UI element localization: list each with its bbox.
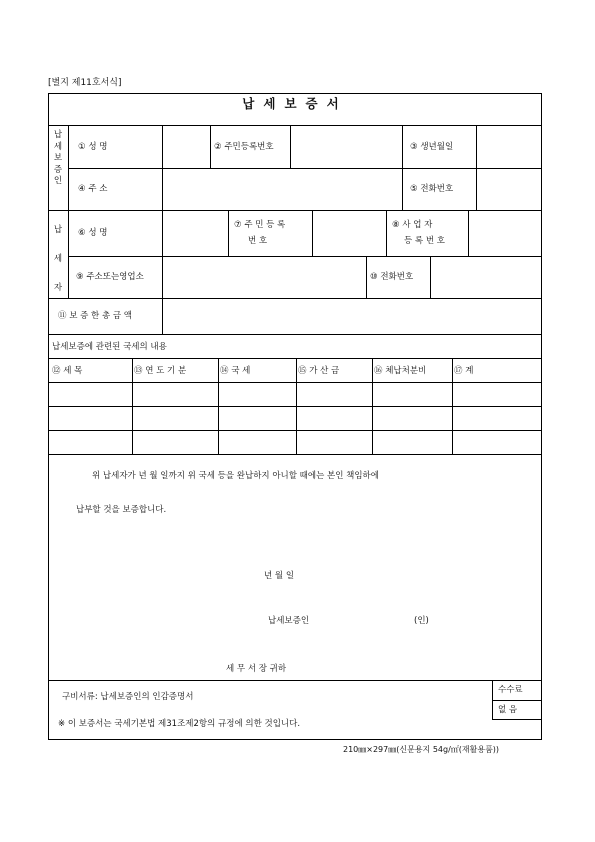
rule-taxpayer-bottom — [48, 298, 542, 299]
rule-g-name-col — [162, 125, 163, 210]
rule-g-birth-value — [476, 125, 477, 210]
rule-t-address-col — [162, 256, 163, 298]
rule-t-phone-label — [366, 256, 367, 298]
table-header-total: ⑰ 계 — [454, 366, 474, 376]
rule-section-label-bottom — [48, 358, 542, 359]
rule-taxpayer-row1 — [68, 256, 542, 257]
table-header-national-tax: ⑭ 국 세 — [220, 366, 251, 376]
taxpayer-phone-label: ⑩ 전화번호 — [370, 272, 414, 282]
guarantor-phone-label: ⑤ 전화번호 — [410, 184, 454, 194]
table-header-year: ⑬ 연 도 기 분 — [134, 366, 187, 376]
rule-total-col — [162, 298, 163, 334]
recipient-label: 세 무 서 장 귀하 — [226, 664, 287, 674]
signer-label: 납세보증인 — [268, 616, 310, 626]
rule-side-label-divider — [68, 125, 69, 298]
guarantor-address-label: ④ 주 소 — [78, 184, 108, 194]
rule-total-bottom — [48, 334, 542, 335]
fee-label: 수수료 — [498, 685, 523, 695]
rule-t-business-label — [386, 210, 387, 256]
form-title: 납세보증서 — [242, 96, 348, 111]
guarantor-side-label: 납 세 보 증 인 — [53, 130, 63, 186]
taxpayer-business-no-label-line1: ⑧ 사 업 자 — [392, 220, 433, 230]
rule-t-business-value — [468, 210, 469, 256]
guarantor-name-label: ① 성 명 — [78, 142, 108, 152]
seal-label: (인) — [414, 616, 429, 626]
taxpayer-business-no-label-line2: 등 록 번 호 — [404, 236, 445, 246]
rule-t-resident-label — [228, 210, 229, 256]
rule-statement-bottom — [48, 680, 542, 681]
guarantor-resident-no-label: ② 주민등록번호 — [214, 142, 274, 152]
taxpayer-resident-no-label-line2: 번 호 — [248, 236, 268, 246]
rule-t-resident-value — [312, 210, 313, 256]
table-row — [49, 407, 541, 430]
rule-guarantor-row1 — [68, 168, 542, 169]
statement-line-1: 위 납세자가 년 월 일까지 위 국세 등을 완납하지 아니할 때에는 본인 책임하에 — [92, 471, 379, 481]
tax-section-label: 납세보증에 관련된 국세의 내용 — [52, 342, 167, 352]
rule-g-birth-label — [402, 125, 403, 210]
attachment-label: 구비서류: 납세보증인의 인감증명서 — [62, 692, 194, 702]
date-line: 년 월 일 — [264, 571, 295, 581]
fee-value: 없 음 — [498, 705, 518, 715]
table-row — [49, 383, 541, 406]
total-amount-label: ⑪ 보 증 한 총 금 액 — [58, 311, 132, 321]
taxpayer-name-label: ⑥ 성 명 — [78, 228, 108, 238]
taxpayer-side-label: 납 세 자 — [53, 225, 63, 293]
paper-spec: 210㎜×297㎜(신문용지 54g/㎡(재활용품)) — [343, 745, 500, 754]
taxpayer-address-label: ⑨ 주소또는영업소 — [76, 272, 144, 282]
rule-g-resident-value — [290, 125, 291, 168]
table-header-tax-item: ⑫ 세 목 — [52, 366, 83, 376]
table-header-penalty: ⑮ 가 산 금 — [298, 366, 340, 376]
rule-fee-divider — [492, 700, 542, 701]
table-header-disposition-cost: ⑯ 체납처분비 — [374, 366, 427, 376]
rule-g-resident-label — [210, 125, 211, 168]
statement-line-2: 납부할 것을 보증합니다. — [76, 505, 167, 515]
table-row — [49, 431, 541, 454]
legal-note: ※ 이 보증서는 국세기본법 제31조제2항의 규정에 의한 것입니다. — [58, 719, 301, 729]
rule-table-bottom — [48, 454, 542, 455]
rule-t-name-col — [162, 210, 163, 256]
form-number-header: [별지 제11호서식] — [48, 78, 122, 88]
taxpayer-resident-no-label-line1: ⑦ 주 민 등 록 — [234, 220, 286, 230]
rule-title-bottom — [48, 125, 542, 126]
rule-t-phone-value — [430, 256, 431, 298]
guarantor-birth-label: ③ 생년월일 — [410, 142, 454, 152]
